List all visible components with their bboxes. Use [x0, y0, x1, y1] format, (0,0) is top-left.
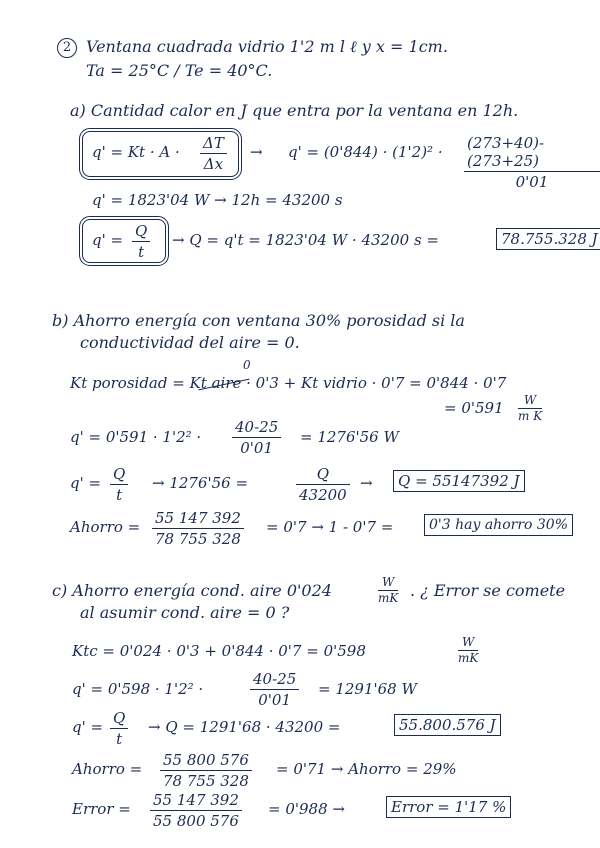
fraction-bar	[200, 153, 227, 154]
part-c-heading-question: . ¿ Error se comete	[410, 581, 566, 600]
fraction-numerator: 55 147 392	[153, 791, 239, 809]
part-b-Q-result-box: Q = 55147392 J	[393, 470, 525, 492]
part-b-Q-mid-fraction	[296, 465, 350, 504]
part-b-ahorro-rhs: = 0'7 → 1 - 0'7 =	[266, 518, 394, 536]
fraction-numerator: 55 147 392	[155, 509, 241, 527]
part-c-heading-line2: al asumir cond. aire = 0 ?	[80, 603, 290, 622]
part-a-eq1-rhs: q' = (0'844) · (1'2)² ·	[288, 143, 443, 161]
part-b-Q-arrow: →	[360, 474, 373, 492]
unit-denominator: mK	[458, 651, 479, 665]
part-b-ahorro-lhs: Ahorro =	[70, 518, 141, 536]
fraction-denominator: t	[116, 486, 123, 504]
part-a-eq1-rhs-fraction	[464, 134, 600, 191]
fraction-bar	[150, 810, 242, 811]
part-a-eq1-fraction	[200, 134, 227, 173]
fraction-bar	[250, 689, 299, 690]
part-c-error-rhs: = 0'988 →	[268, 800, 345, 818]
part-b-q-rhs: = 1276'56 W	[300, 428, 399, 446]
part-c-heading-line1: c) Ahorro energía cond. aire 0'024	[52, 581, 332, 600]
unit-numerator: W	[462, 635, 475, 649]
part-c-q-fraction	[250, 670, 299, 709]
part-a-result-box: 78.755.328 J	[496, 228, 600, 250]
part-c-error-lhs: Error =	[72, 800, 131, 818]
fraction-numerator: 40-25	[253, 670, 297, 688]
problem-title: Ventana cuadrada vidrio 1'2 m l ℓ y x = 1cm.	[86, 37, 448, 56]
fraction-denominator: t	[138, 243, 145, 261]
part-a-heading: a) Cantidad calor en J que entra por la ventana en 12h.	[70, 101, 519, 120]
part-b-ahorro-result-box: 0'3 hay ahorro 30%	[424, 514, 573, 536]
part-c-ahorro-rhs: = 0'71 → Ahorro = 29%	[276, 760, 457, 778]
part-c-Q-result-box: 55.800.576 J	[394, 714, 501, 736]
part-c-heading-unit	[378, 576, 398, 605]
part-a-eq1-arrow: →	[250, 143, 263, 161]
fraction-bar	[110, 484, 128, 485]
part-c-ktc: Ktc = 0'024 · 0'3 + 0'844 · 0'7 = 0'598	[72, 642, 366, 660]
part-b-kt-zero: 0	[243, 358, 251, 372]
fraction-bar	[232, 437, 281, 438]
fraction-denominator: 78 755 328	[155, 530, 241, 548]
part-c-error-result-box: Error = 1'17 %	[386, 796, 511, 818]
part-a-eq1-lhs: q' = Kt · A ·	[92, 143, 180, 161]
part-b-ahorro-fraction	[152, 509, 244, 548]
fraction-numerator: 55 800 576	[163, 751, 249, 769]
part-c-Q-rhs: → Q = 1291'68 · 43200 =	[148, 718, 341, 736]
part-c-ahorro-lhs: Ahorro =	[72, 760, 143, 778]
fraction-denominator: 43200	[299, 486, 347, 504]
fraction-denominator: 0'01	[515, 173, 549, 191]
part-c-ktc-unit	[458, 636, 478, 665]
fraction-denominator: 55 800 576	[153, 812, 239, 830]
part-c-Q-fraction	[110, 709, 128, 748]
part-a-eq3-rhs: → Q = q't = 1823'04 W · 43200 s =	[172, 231, 439, 249]
fraction-denominator: t	[116, 730, 123, 748]
fraction-numerator: Q	[113, 709, 126, 727]
problem-temperatures: Ta = 25°C / Te = 40°C.	[86, 61, 273, 80]
part-b-kt-line2: = 0'591	[444, 399, 504, 417]
part-b-Q-fraction	[110, 465, 128, 504]
part-a-eq3-lhs: q' =	[92, 231, 124, 249]
fraction-bar	[296, 484, 350, 485]
fraction-bar	[464, 171, 600, 172]
fraction-numerator: Q	[316, 465, 330, 483]
part-b-heading-line2: conductividad del aire = 0.	[80, 333, 300, 352]
part-a-eq2: q' = 1823'04 W → 12h = 43200 s	[92, 191, 343, 209]
part-c-q-lhs: q' = 0'598 · 1'2² ·	[72, 680, 204, 698]
unit-numerator: W	[382, 575, 395, 589]
part-b-q-fraction	[232, 418, 281, 457]
part-c-error-fraction	[150, 791, 242, 830]
part-b-Q-mid: → 1276'56 =	[152, 474, 249, 492]
part-a-eq3-fraction	[132, 222, 150, 261]
problem-number: 2	[57, 38, 77, 58]
fraction-bar	[110, 728, 128, 729]
fraction-denominator: Δx	[203, 155, 224, 173]
fraction-denominator: 0'01	[240, 439, 273, 457]
part-b-heading-line1: b) Ahorro energía con ventana 30% porosidad si la	[52, 311, 465, 330]
fraction-numerator: ΔT	[203, 134, 224, 152]
unit-denominator: m K	[518, 409, 543, 423]
part-c-q-rhs: = 1291'68 W	[318, 680, 417, 698]
fraction-numerator: (273+40)-(273+25)	[467, 134, 545, 170]
fraction-numerator: Q	[113, 465, 126, 483]
fraction-numerator: 40-25	[235, 418, 279, 436]
fraction-bar	[152, 528, 244, 529]
fraction-denominator: 0'01	[258, 691, 291, 709]
part-c-Q-lhs: q' =	[72, 718, 104, 736]
part-b-kt-line: Kt porosidad = Kt aire · 0'3 + Kt vidrio · 0'7 = 0'844 · 0'7	[70, 374, 507, 392]
fraction-numerator: Q	[135, 222, 148, 240]
fraction-denominator: 78 755 328	[163, 772, 249, 790]
unit-numerator: W	[523, 393, 537, 407]
part-c-ahorro-fraction	[160, 751, 252, 790]
unit-denominator: mK	[378, 591, 399, 605]
part-b-kt-unit	[518, 394, 542, 423]
part-b-q-lhs: q' = 0'591 · 1'2² ·	[70, 428, 202, 446]
fraction-bar	[132, 241, 150, 242]
fraction-bar	[160, 770, 252, 771]
part-b-Q-lhs: q' =	[70, 474, 102, 492]
